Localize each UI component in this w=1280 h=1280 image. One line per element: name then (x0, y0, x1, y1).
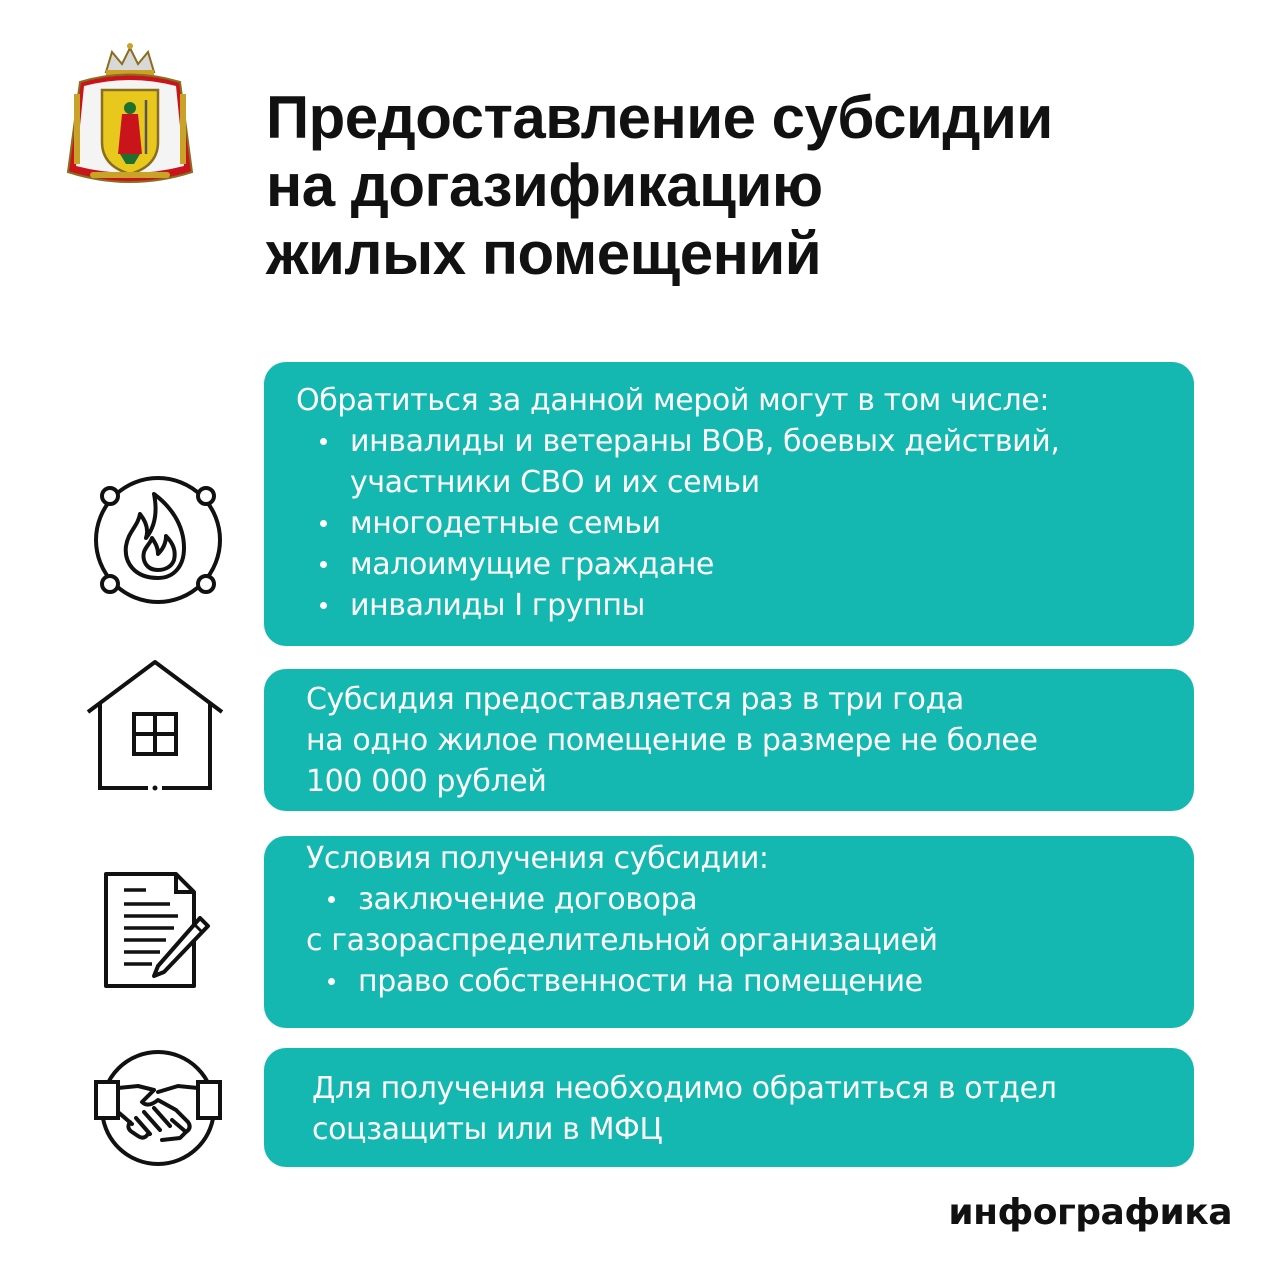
list-item: малоимущие граждане (350, 544, 1194, 585)
title-line-1: Предоставление субсидии (266, 84, 1053, 151)
title-line-2: на догазификацию (266, 152, 823, 219)
card-amount (264, 669, 1194, 811)
footer-label: инфографика (948, 1192, 1232, 1233)
card-eligible-intro: Обратиться за данной мерой могут в том числе: (296, 383, 1050, 418)
list-item-continuation: участники СВО и их семьи (350, 465, 760, 500)
card-eligible (264, 362, 1194, 646)
card-amount-line-2: на одно жилое помещение в размере не более (306, 723, 1038, 758)
card-conditions (264, 836, 1194, 1028)
house-icon (82, 656, 228, 792)
card-contact (264, 1048, 1194, 1167)
card-contact-line-1: Для получения необходимо обратиться в отдел (312, 1071, 1057, 1106)
document-pen-icon (100, 868, 215, 996)
conditions-list (306, 879, 1194, 920)
page-title (266, 84, 1226, 288)
list-item: инвалиды и ветераны ВОВ, боевых действий, (350, 421, 1194, 462)
title-line-3: жилых помещений (266, 220, 822, 287)
list-item-continuation: с газораспределительной организацией (306, 923, 938, 958)
list-item: инвалиды I группы (350, 585, 1194, 626)
card-amount-line-1: Субсидия предоставляется раз в три года (306, 682, 964, 717)
card-amount-line-3: 100 000 рублей (306, 764, 547, 799)
eligible-list (296, 421, 1194, 626)
flame-circle-icon (88, 470, 228, 610)
list-item: многодетные семьи (350, 503, 1194, 544)
list-item: заключение договора (306, 879, 1194, 920)
handshake-icon (92, 1048, 224, 1168)
card-conditions-intro: Условия получения субсидии: (306, 841, 769, 876)
card-contact-line-2: соцзащиты или в МФЦ (312, 1112, 663, 1147)
coat-of-arms-icon (60, 42, 200, 192)
conditions-list-2 (306, 961, 1194, 1002)
list-item: право собственности на помещение (306, 961, 1194, 1002)
